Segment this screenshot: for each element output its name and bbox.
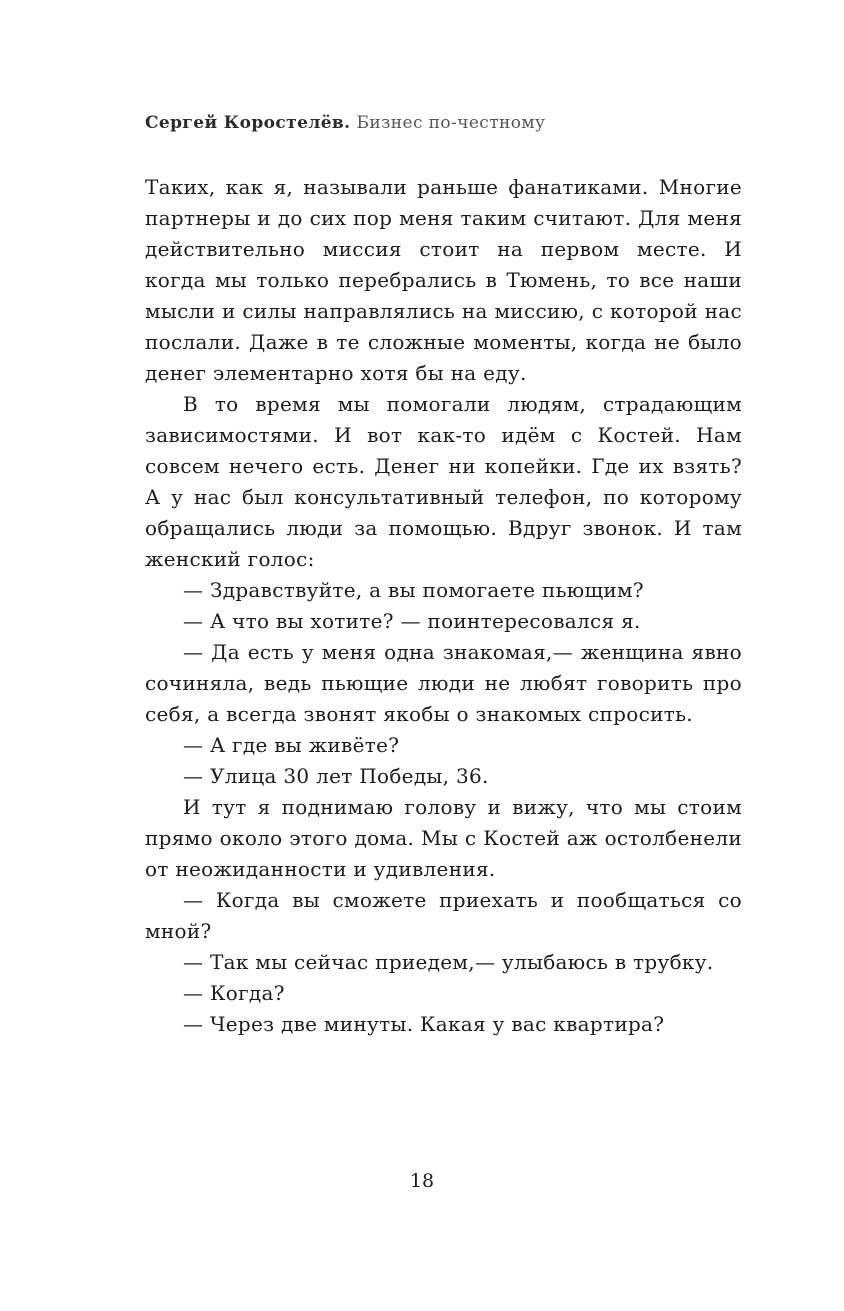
dialogue-line-4: — А где вы живёте? xyxy=(183,733,400,757)
dialogue-line-9: — Через две минуты. Какая у вас квартира? xyxy=(183,1012,665,1036)
dialogue-line-8: — Когда? xyxy=(183,981,285,1005)
dialogue-line-2: — А что вы хотите? — поинтересовался я. xyxy=(183,609,641,633)
dialogue-line-5: — Улица 30 лет Победы, 36. xyxy=(183,764,489,788)
dialogue-line-7: — Так мы сейчас приедем,— улыбаюсь в трубку. xyxy=(183,950,714,974)
dialogue-line-1: — Здравствуйте, а вы помогаете пьющим? xyxy=(183,578,644,602)
paragraph-2: В то время мы помогали людям, страдающим зависимостями. И вот как-то идём с Костей. Нам совсем нечего есть. Денег ни копейки. Где их взять? А у нас был консультативный телефон, по которому обращались люди за помощью. Вдруг звонок. И там женский голос: xyxy=(145,392,742,571)
running-header xyxy=(145,112,742,134)
header-title: Бизнес по-честному xyxy=(356,113,546,133)
page-number: 18 xyxy=(409,1170,435,1192)
page-footer xyxy=(0,1170,844,1192)
header-author: Сергей Коростелёв. xyxy=(145,113,351,133)
dialogue-line-3: — Да есть у меня одна знакомая,— женщина явно сочиняла, ведь пьющие люди не любят говорить про себя, а всегда звонят якобы о знакомых спросить. xyxy=(145,640,742,726)
paragraph-1: Таких, как я, называли раньше фанатиками. Многие партнеры и до сих пор меня таким считают. Для меня действительно миссия стоит на первом месте. И когда мы только перебрались в Тюмень, то все наши мысли и силы направлялись на миссию, с которой нас послали. Даже в те сложные моменты, когда не было денег элементарно хотя бы на еду. xyxy=(145,175,742,385)
paragraph-3: И тут я поднимаю голову и вижу, что мы стоим прямо около этого дома. Мы с Костей аж остолбенели от неожиданности и удивления. xyxy=(145,795,742,881)
page-body xyxy=(145,172,742,1040)
dialogue-line-6: — Когда вы сможете приехать и пообщаться со мной? xyxy=(145,888,742,943)
